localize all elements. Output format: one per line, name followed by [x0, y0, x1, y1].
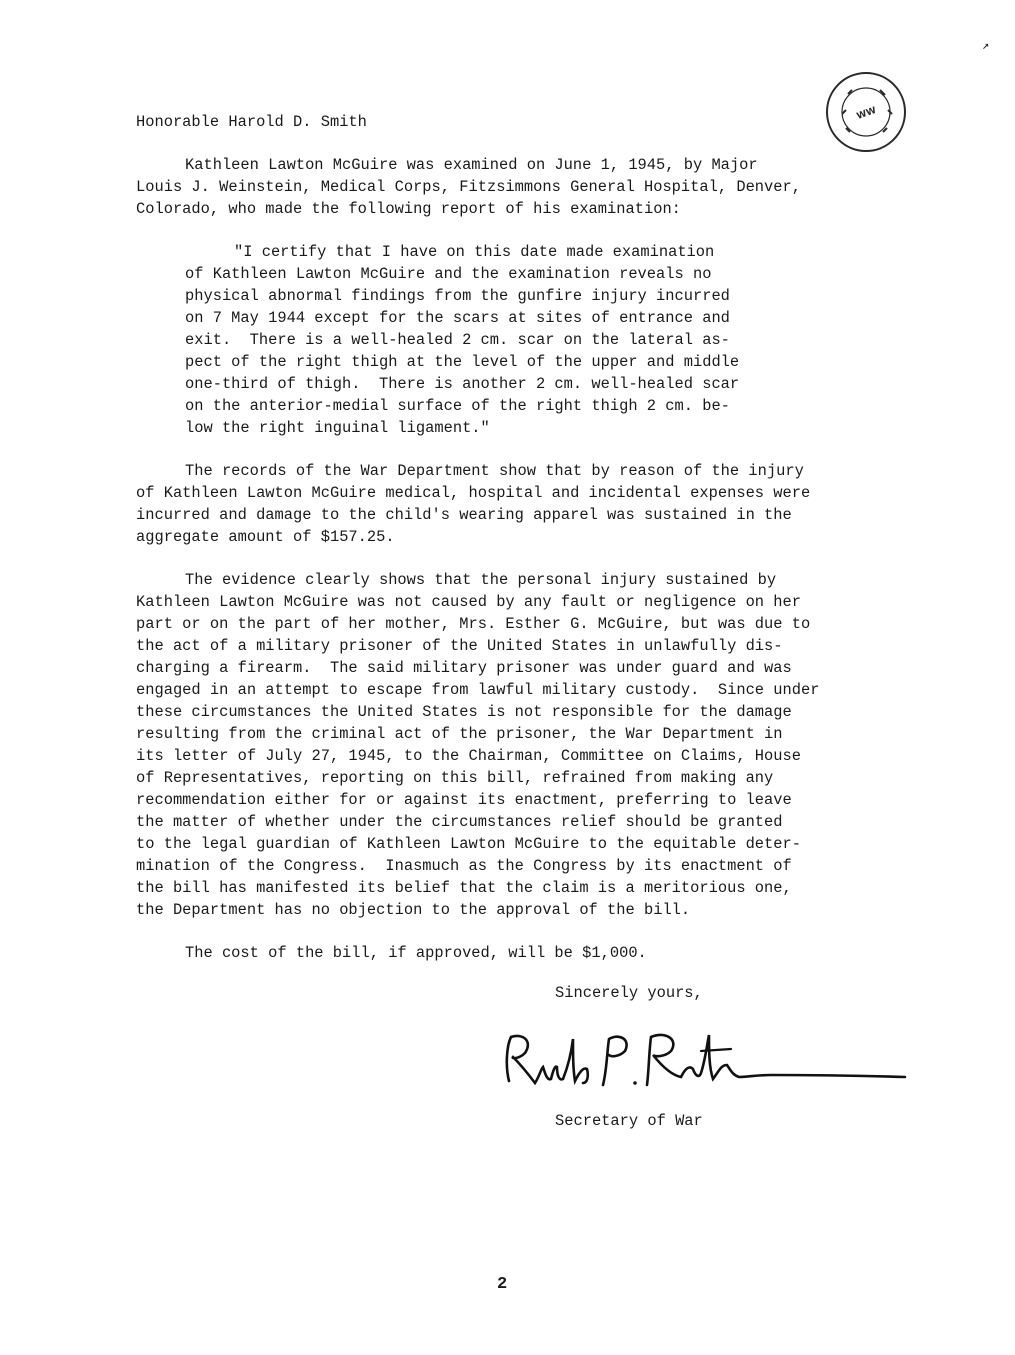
paragraph-1-line: Kathleen Lawton McGuire was examined on June 1, 1945, by Major	[185, 156, 758, 174]
paragraph-5-line: The cost of the bill, if approved, will be $1,000.	[185, 944, 647, 962]
paragraph-4-line: these circumstances the United States is not responsible for the damage	[136, 703, 792, 721]
paragraph-4-line: mination of the Congress. Inasmuch as the Congress by its enactment of	[136, 857, 792, 875]
paragraph-4-line: of Representatives, reporting on this bill, refrained from making any	[136, 769, 774, 787]
salutation: Honorable Harold D. Smith	[136, 113, 367, 131]
page-number: 2	[497, 1275, 508, 1294]
paragraph-3-line: incurred and damage to the child's wearing apparel was sustained in the	[136, 506, 792, 524]
handwritten-signature	[495, 1025, 915, 1095]
paragraph-1-line: Colorado, who made the following report of his examination:	[136, 200, 681, 218]
paragraph-4-line: engaged in an attempt to escape from lawful military custody. Since under	[136, 681, 820, 699]
paragraph-3-line: of Kathleen Lawton McGuire medical, hospital and incidental expenses were	[136, 484, 811, 502]
paragraph-2-line: pect of the right thigh at the level of the upper and middle	[185, 353, 740, 371]
paragraph-2-line: of Kathleen Lawton McGuire and the examination reveals no	[185, 265, 712, 283]
paragraph-4-line: charging a firearm. The said military prisoner was under guard and was	[136, 659, 792, 677]
paragraph-4-line: to the legal guardian of Kathleen Lawton McGuire to the equitable deter-	[136, 835, 801, 853]
svg-text:W​W: W​W	[855, 105, 878, 122]
paragraph-4-line: The evidence clearly shows that the personal injury sustained by	[185, 571, 777, 589]
paragraph-4-line: Kathleen Lawton McGuire was not caused by any fault or negligence on her	[136, 593, 801, 611]
paragraph-2-line: on the anterior-medial surface of the right thigh 2 cm. be-	[185, 397, 730, 415]
paragraph-2-line: low the right inguinal ligament."	[185, 419, 490, 437]
pencil-mark: ↗	[982, 39, 990, 53]
paragraph-4-line: the act of a military prisoner of the United States in unlawfully dis-	[136, 637, 783, 655]
paragraph-1-line: Louis J. Weinstein, Medical Corps, Fitzsimmons General Hospital, Denver,	[136, 178, 801, 196]
paragraph-4-line: its letter of July 27, 1945, to the Chairman, Committee on Claims, House	[136, 747, 801, 765]
library-stamp-icon	[826, 72, 906, 152]
paragraph-4-line: recommendation either for or against its enactment, preferring to leave	[136, 791, 792, 809]
paragraph-2-line: exit. There is a well-healed 2 cm. scar on the lateral as-	[185, 331, 730, 349]
paragraph-4-line: the matter of whether under the circumstances relief should be granted	[136, 813, 783, 831]
paragraph-4-line: the Department has no objection to the approval of the bill.	[136, 901, 691, 919]
paragraph-4-line: resulting from the criminal act of the prisoner, the War Department in	[136, 725, 783, 743]
paragraph-2-line: "I certify that I have on this date made examination	[234, 243, 715, 261]
paragraph-2-line: on 7 May 1944 except for the scars at sites of entrance and	[185, 309, 730, 327]
paragraph-4-line: part or on the part of her mother, Mrs. Esther G. McGuire, but was due to	[136, 615, 811, 633]
signatory-title: Secretary of War	[555, 1112, 703, 1130]
paragraph-3-line: aggregate amount of $157.25.	[136, 528, 395, 546]
paragraph-2-line: one-third of thigh. There is another 2 cm. well-healed scar	[185, 375, 740, 393]
paragraph-3-line: The records of the War Department show that by reason of the injury	[185, 462, 804, 480]
paragraph-2-line: physical abnormal findings from the gunfire injury incurred	[185, 287, 730, 305]
closing: Sincerely yours,	[555, 984, 703, 1002]
paragraph-4-line: the bill has manifested its belief that the claim is a meritorious one,	[136, 879, 792, 897]
